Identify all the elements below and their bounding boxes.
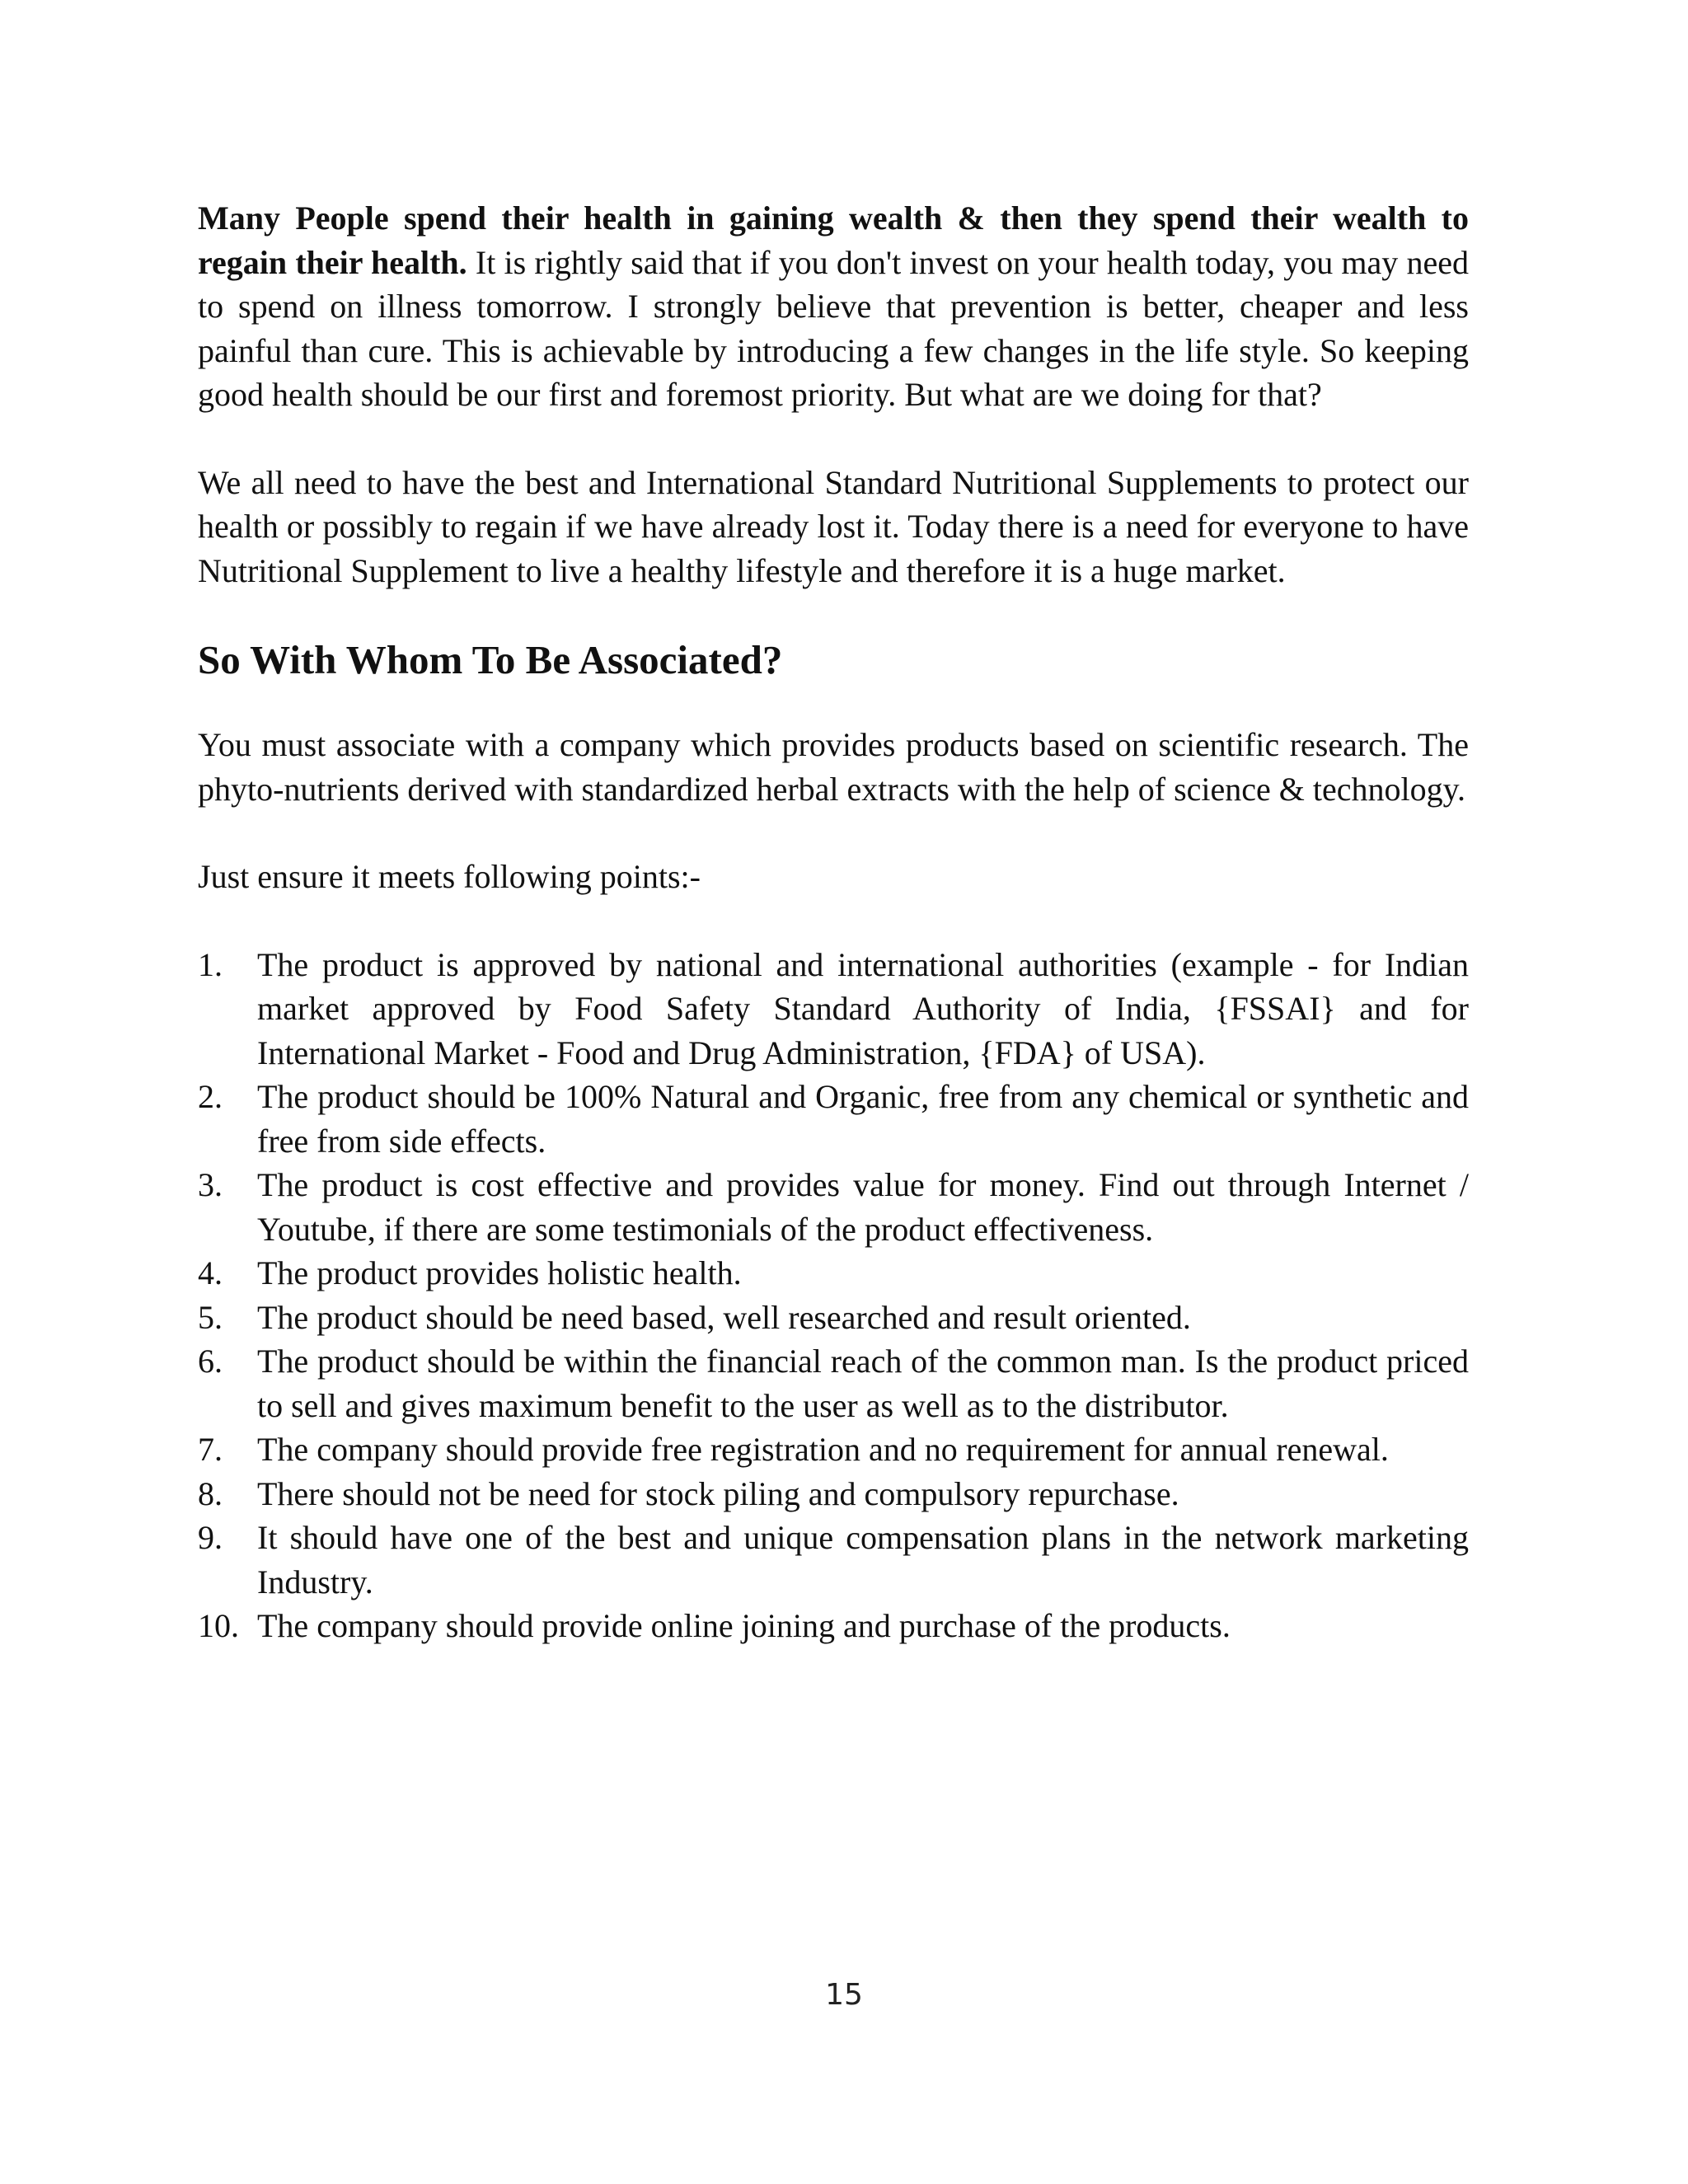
list-item-number: 6. bbox=[198, 1343, 223, 1380]
list-item-number: 2. bbox=[198, 1078, 223, 1115]
list-item bbox=[198, 1604, 1469, 1648]
list-item-text: It should have one of the best and unique compensation plans in the network marketing Industry. bbox=[257, 1519, 1469, 1601]
list-item-text: There should not be need for stock piling and compulsory repurchase. bbox=[257, 1474, 1179, 1512]
list-item-number: 1. bbox=[198, 945, 223, 983]
association-paragraph: You must associate with a company which provides products based on scientific research. The phyto-nutrients derived with standardized herbal extracts with the help of science & technology. bbox=[198, 726, 1469, 808]
list-item bbox=[198, 1296, 1469, 1340]
list-item-number: 8. bbox=[198, 1474, 223, 1512]
points-intro: Just ensure it meets following points:- bbox=[198, 858, 701, 895]
list-item bbox=[198, 1251, 1469, 1296]
list-item-number: 5. bbox=[198, 1298, 223, 1336]
list-item-number: 7. bbox=[198, 1431, 223, 1468]
list-item-number: 4. bbox=[198, 1254, 223, 1291]
intro-paragraph bbox=[198, 196, 1469, 417]
list-item-text: The product should be within the financial reach of the common man. Is the product priced to sell and gives maximum benefit to the user as well as to the distributor. bbox=[257, 1343, 1469, 1424]
list-item bbox=[198, 1339, 1469, 1427]
list-item-text: The product provides holistic health. bbox=[257, 1254, 742, 1291]
list-item bbox=[198, 1163, 1469, 1251]
list-item-text: The product is approved by national and international authorities (example - for Indian market approved by Food Safety Standard Authority of India, {FSSAI} and for International Market - Food and Drug Administration, {FDA} of USA). bbox=[257, 945, 1469, 1071]
page-number: 15 bbox=[825, 1978, 863, 2012]
list-item bbox=[198, 1427, 1469, 1472]
intro-rest: It is rightly said that if you don't invest on your health today, you may need to spend on illness tomorrow. I strongly believe that prevention is better, cheaper and less painful than cure. This is achievable by introducing a few changes in the life style. So keeping good health should be our first and foremost priority. But what are we doing for that? bbox=[198, 243, 1469, 413]
list-item-number: 9. bbox=[198, 1519, 223, 1556]
list-item bbox=[198, 1516, 1469, 1604]
list-item bbox=[198, 1472, 1469, 1516]
section-heading: So With Whom To Be Associated? bbox=[198, 637, 783, 682]
points-list bbox=[198, 943, 1469, 1648]
intro-bold-lead: Many People spend their health in gaining wealth & then they spend their wealth to regain their health. bbox=[198, 199, 1469, 281]
list-item-number: 3. bbox=[198, 1166, 223, 1203]
list-item-text: The product is cost effective and provides value for money. Find out through Internet / Youtube, if there are some testimonials of the product effectiveness. bbox=[257, 1166, 1469, 1248]
list-item-text: The product should be need based, well researched and result oriented. bbox=[257, 1298, 1191, 1336]
document-page bbox=[198, 196, 1469, 1648]
list-item-text: The company should provide online joining and purchase of the products. bbox=[257, 1607, 1231, 1644]
list-item-text: The product should be 100% Natural and Organic, free from any chemical or synthetic and free from side effects. bbox=[257, 1078, 1469, 1160]
list-item bbox=[198, 943, 1469, 1076]
list-item-number: 10. bbox=[198, 1607, 239, 1644]
supplements-paragraph: We all need to have the best and International Standard Nutritional Supplements to protect our health or possibly to regain if we have already lost it. Today there is a need for everyone to have Nutritional Supplement to live a healthy lifestyle and therefore it is a huge market. bbox=[198, 463, 1469, 589]
list-item-text: The company should provide free registration and no requirement for annual renewal. bbox=[257, 1431, 1389, 1468]
list-item bbox=[198, 1075, 1469, 1163]
